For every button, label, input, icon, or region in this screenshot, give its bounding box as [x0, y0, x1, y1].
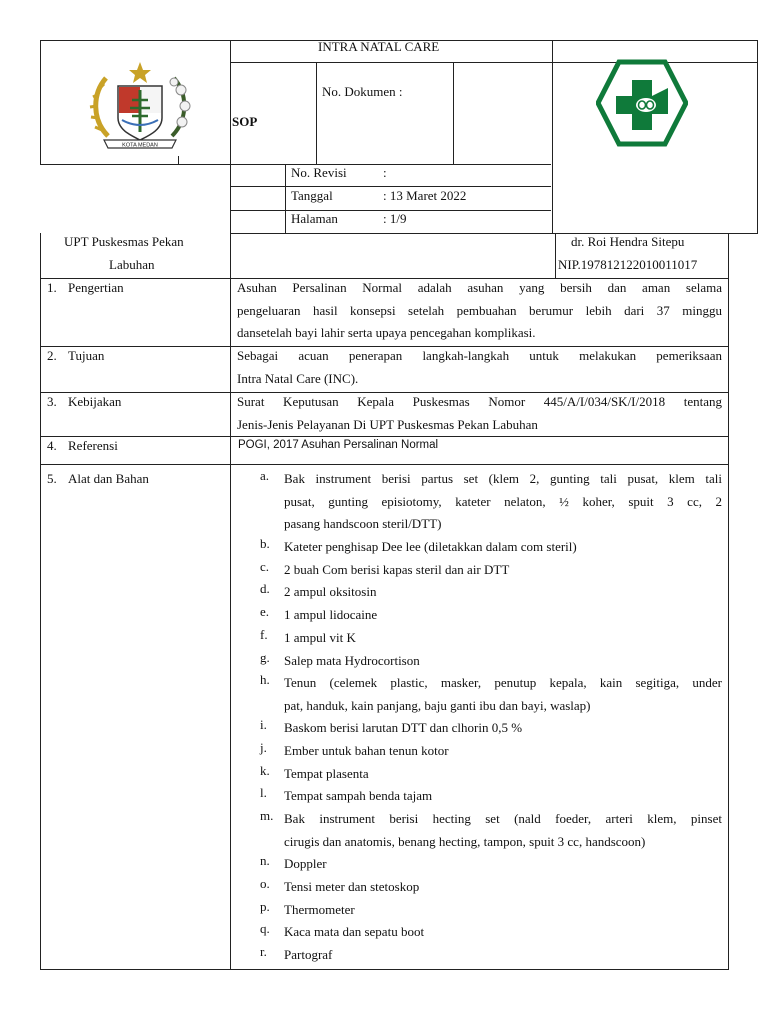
document-title: INTRA NATAL CARE	[318, 39, 440, 54]
page-value: : 1/9	[383, 211, 407, 226]
section-label-alat-dan-bahan: Alat dan Bahan	[68, 471, 149, 486]
emblem-ribbon-text: KOTA MEDAN	[122, 142, 158, 149]
text-line: Sebagai acuan penerapan langkah-langkah untuk melakukan pemeriksaan	[237, 348, 722, 363]
text-line: Intra Natal Care (INC).	[237, 370, 359, 386]
text-line: pengeluaran hasil konsepsi setelah pembuahan berumur lebih dari 37 minggu	[237, 302, 722, 318]
section-number: 3.	[47, 394, 57, 409]
kota-medan-emblem-icon	[86, 60, 194, 152]
section-number: 4.	[47, 438, 57, 453]
org-name-line2: Labuhan	[109, 257, 155, 272]
page-label: Halaman	[291, 211, 338, 226]
officer-name: dr. Roi Hendra Sitepu	[571, 234, 685, 249]
org-name-line1: UPT Puskesmas Pekan	[64, 234, 184, 249]
section-number: 2.	[47, 348, 57, 363]
section-text-pengertian	[237, 277, 722, 345]
text-line: Surat Keputusan Kepala Puskesmas Nomor 445/A/I/034/SK/I/2018 tentang	[237, 394, 722, 409]
revision-value: :	[383, 165, 387, 180]
section-number: 1.	[47, 280, 57, 295]
section-number: 5.	[47, 471, 57, 486]
section-label-referensi: Referensi	[68, 438, 118, 453]
section-text-referensi: POGI, 2017 Asuhan Persalinan Normal	[238, 439, 439, 451]
text-line: dansetelah bayi lahir serta upaya pencegahan komplikasi.	[237, 325, 536, 340]
date-label: Tanggal	[291, 188, 333, 203]
section-label-pengertian: Pengertian	[68, 280, 124, 295]
doc-number-label: No. Dokumen :	[322, 84, 403, 99]
section-text-kebijakan	[237, 391, 722, 436]
revision-label: No. Revisi	[291, 165, 347, 180]
date-value: : 13 Maret 2022	[383, 188, 467, 203]
section-label-kebijakan: Kebijakan	[68, 394, 122, 409]
text-line: Jenis-Jenis Pelayanan Di UPT Puskesmas Pekan Labuhan	[237, 416, 538, 432]
sop-label: SOP	[232, 114, 258, 129]
officer-nip: NIP.197812122010011017	[558, 257, 698, 272]
section-label-tujuan: Tujuan	[68, 348, 105, 363]
text-line: Asuhan Persalinan Normal adalah asuhan yang bersih dan aman selama	[237, 280, 722, 295]
section-text-tujuan	[237, 345, 722, 390]
puskesmas-logo-icon	[596, 58, 688, 148]
